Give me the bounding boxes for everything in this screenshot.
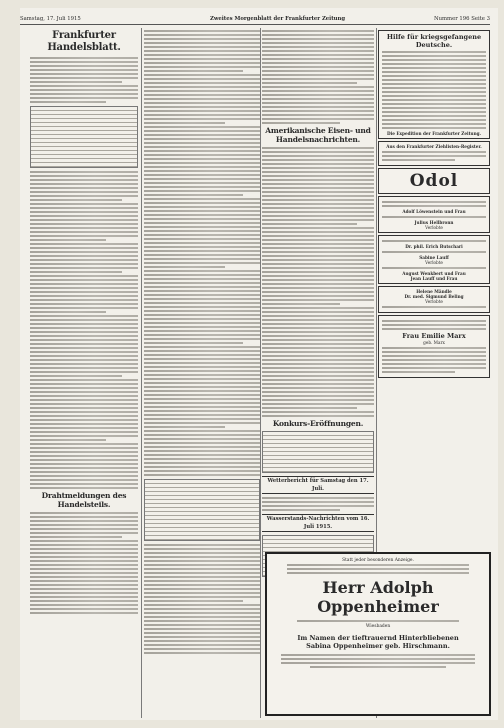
odol-ad — [378, 168, 490, 194]
section-title: Frankfurter Handelsblatt. — [47, 30, 121, 53]
article-body — [144, 30, 260, 476]
article-body — [262, 30, 374, 124]
notice-name: Julius Hellbronn — [414, 220, 454, 225]
notice-name: Jean Lauff und Frau — [410, 276, 458, 281]
column-rule — [260, 28, 261, 718]
notice-name: Dr. phil. Erich Butschari — [405, 244, 463, 249]
header-page-number: Nummer 196 Seite 3 — [433, 16, 490, 22]
notice-name: Sabine Lauff — [419, 255, 449, 260]
column-3 — [262, 28, 374, 580]
obituary-name: Frau Emilie Marx — [402, 332, 466, 340]
obituary-name: Herr Adolph Oppenheimer — [317, 578, 439, 616]
oppenheimer-obituary — [265, 552, 491, 716]
section-title: Amerikanische Eisen- und Handelsnachrichten. — [265, 126, 371, 144]
appeal-from: Die Expedition der Frankfurter Zeitung. — [386, 131, 482, 136]
notice-verlobte: Verlobte — [425, 260, 443, 265]
lottery-ad — [378, 141, 490, 166]
notice-name: Adolf Löwenstein und Frau — [402, 209, 466, 214]
header-masthead: Zweites Morgenblatt der Frankfurter Zeitung — [210, 16, 346, 22]
section-title: Konkurs-Eröffnungen. — [272, 419, 364, 428]
appeal-title: Hilfe für kriegsgefangene Deutsche. — [386, 33, 482, 49]
engagement-notice — [378, 235, 490, 284]
article-body — [144, 544, 260, 654]
obituary-grief-title: Im Namen der tieftrauernd Hinterbliebenen — [297, 634, 459, 642]
article-body — [30, 512, 138, 614]
obituary-intro: Statt jeder besonderen Anzeige. — [342, 558, 414, 563]
stock-table — [30, 106, 138, 168]
obituary-marx — [378, 315, 490, 378]
notice-name: Helene Mändle — [416, 289, 452, 294]
weather-title: Wetterbericht für Samstag den 17. Juli. — [262, 476, 374, 494]
column-1 — [30, 28, 138, 616]
article-body — [30, 171, 138, 489]
obituary-widow: Sabina Oppenheimer geb. Hirschmann. — [306, 642, 450, 650]
exchange-table — [144, 479, 260, 541]
weather-body — [262, 497, 374, 511]
column-rule — [141, 28, 142, 718]
konkurs-table — [262, 431, 374, 473]
water-levels-title: Wasserstands-Nachrichten vom 16. Juli 1915. — [262, 514, 374, 532]
notice-verlobte: Verlobte — [425, 299, 443, 304]
article-body — [262, 147, 374, 417]
section-title: Drahtmeldungen des Handelsteils. — [41, 491, 127, 509]
column-2 — [144, 28, 260, 656]
notice-verlobte: Verlobte — [425, 225, 443, 230]
column-4 — [378, 28, 490, 380]
lottery-title: Aus den Frankfurter Ziehlisten-Register. — [386, 144, 482, 149]
notice-name: Dr. med. Sigmund Beling — [404, 294, 464, 299]
header-date: Samstag, 17. Juli 1915 — [20, 16, 81, 22]
obituary-place: Wiesbaden — [365, 624, 391, 629]
article-body — [30, 57, 138, 103]
page-header — [20, 14, 490, 25]
notice-name: August Wenkbert und Frau — [402, 271, 466, 276]
obituary-maiden-name: geb. Marx — [423, 340, 445, 345]
appeal-ad — [378, 30, 490, 139]
odol-logo: Odol — [409, 171, 459, 191]
death-notice — [378, 196, 490, 233]
card-notice — [378, 286, 490, 313]
